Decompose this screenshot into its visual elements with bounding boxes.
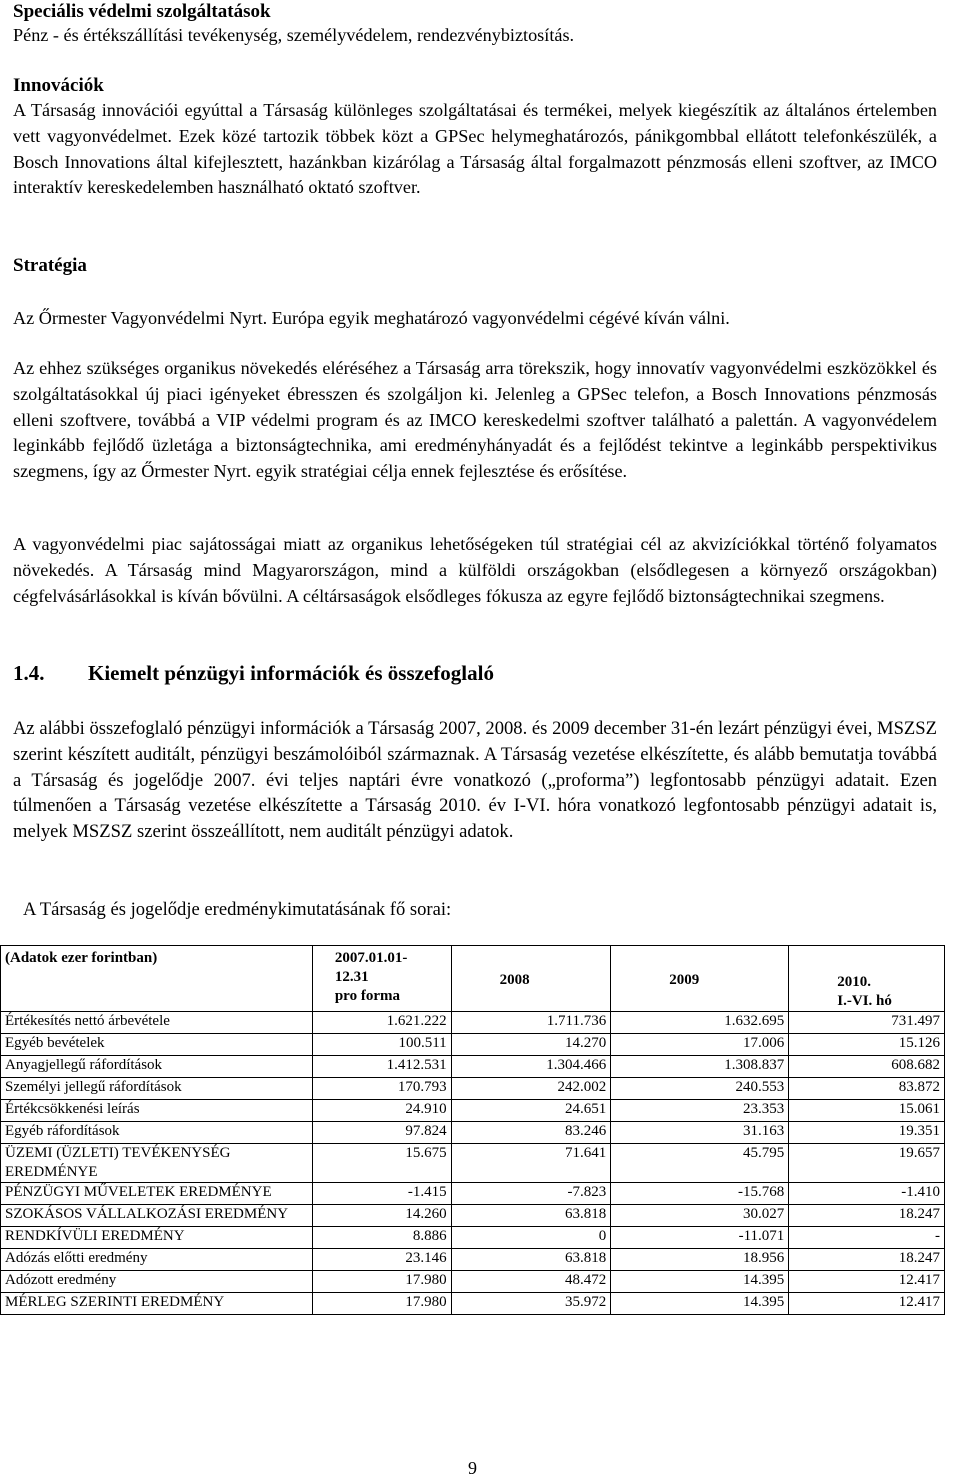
value-cell: 83.246 xyxy=(451,1122,611,1144)
row-label: MÉRLEG SZERINTI EREDMÉNY xyxy=(1,1293,313,1315)
value-cell: 18.247 xyxy=(789,1249,945,1271)
strategy-paragraph-1: Az ehhez szükséges organikus növekedés eléréséhez a Társaság arra törekszik, hogy innovatív vagyonvédelmi eszközökkel és szolgáltatásokkal új piaci igényeket ébresszen és szolgáljon ki. Jelenleg a GPSec telefon, a Bosch Innovations pénzmosás elleni szoftvere, továbbá a VIP védelmi program és az IMCO kereskedelmi szoftver található a palettán. A vagyonvédelem leginkább fejlődő üzletága a biztonságtechnika, ami eredményhányadát és a fejlődést tekintve a leginkább perspektivikus szegmens, így az Őrmester Nyrt. egyik stratégiai célja ennek fejlesztése és erősítése. xyxy=(13,358,937,482)
row-label: PÉNZÜGYI MŰVELETEK EREDMÉNYE xyxy=(1,1183,313,1205)
value-cell: 31.163 xyxy=(611,1122,789,1144)
value-cell: 100.511 xyxy=(312,1034,451,1056)
row-label: Értékesítés nettó árbevétele xyxy=(1,1012,313,1034)
value-cell: 19.351 xyxy=(789,1122,945,1144)
value-cell: 48.472 xyxy=(451,1271,611,1293)
table-row xyxy=(1,1034,945,1056)
financial-summary-text: Az alábbi összefoglaló pénzügyi információk a Társaság 2007, 2008. és 2009 december 31-én lezárt pénzügyi évei, MSZSZ szerint készített auditált, pénzügyi beszámolóiból származnak. A Társaság vezetése elkészítette, és alább bemutatja továbbá a Társaság és jogelődje 2007. évi teljes naptári évre vonatkozó („proforma”) legfontosabb pénzügyi adatait. Ezen túlmenően a Társaság vezetése elkészítette a Társaság 2010. év I-VI. hóra vonatkozó legfontosabb pénzügyi adatait is, melyek MSZSZ szerint összeállított, nem auditált pénzügyi adatok. xyxy=(13,718,937,843)
section-title-innovations: Innovációk xyxy=(13,75,104,96)
table-row xyxy=(1,1249,945,1271)
value-cell: - xyxy=(789,1227,945,1249)
value-cell: 731.497 xyxy=(789,1012,945,1034)
value-cell: 24.910 xyxy=(312,1100,451,1122)
section-title-special-services: Speciális védelmi szolgáltatások xyxy=(13,1,271,22)
value-cell: 63.818 xyxy=(451,1249,611,1271)
value-cell: 12.417 xyxy=(789,1293,945,1315)
value-cell: 19.657 xyxy=(789,1144,945,1183)
value-cell: 0 xyxy=(451,1227,611,1249)
value-cell: 12.417 xyxy=(789,1271,945,1293)
header-cell: 2008 xyxy=(451,946,611,1012)
row-label: Személyi jellegű ráfordítások xyxy=(1,1078,313,1100)
section-title-strategy: Stratégia xyxy=(13,255,87,276)
table-row xyxy=(1,1100,945,1122)
table-row xyxy=(1,1078,945,1100)
table-row xyxy=(1,1293,945,1315)
value-cell: 17.980 xyxy=(312,1293,451,1315)
income-statement-table xyxy=(0,945,945,1315)
value-cell: 18.956 xyxy=(611,1249,789,1271)
strategy-paragraph-2: A vagyonvédelmi piac sajátosságai miatt az organikus lehetőségeken túl stratégiai cél az akvizíciókkal történő folyamatos növekedés. A Társaság mind Magyarországon, mind a külföldi országokban (elsődlegesen a környező országokban) cégfelvásárlásokkal is kíván bővülni. A céltársaságok elsődleges fókusza az egyre fejlődő biztonságtechnikai szegmens. xyxy=(13,534,937,606)
row-label: SZOKÁSOS VÁLLALKOZÁSI EREDMÉNY xyxy=(1,1205,313,1227)
special-services-text: Pénz - és értékszállítási tevékenység, személyvédelem, rendezvénybiztosítás. xyxy=(13,25,575,45)
value-cell: 24.651 xyxy=(451,1100,611,1122)
value-cell: 14.395 xyxy=(611,1293,789,1315)
row-label: Értékcsökkenési leírás xyxy=(1,1100,313,1122)
value-cell: 17.980 xyxy=(312,1271,451,1293)
strategy-lead-text: Az Őrmester Vagyonvédelmi Nyrt. Európa egyik meghatározó vagyonvédelmi cégévé kíván válni. xyxy=(13,308,730,328)
value-cell: -15.768 xyxy=(611,1183,789,1205)
page-number: 9 xyxy=(468,1458,477,1478)
table-row xyxy=(1,1227,945,1249)
innovations-text: A Társaság innovációi egyúttal a Társaság különleges szolgáltatásai és termékei, melyek kiegészítik az általános értelemben vett vagyonvédelmet. Ezek közé tartozik többek közt a GPSec helymeghatározós, pánikgombbal ellátott telefonkészülék, a Bosch Innovations által kifejlesztett, hazánkban kizárólag a Társaság által forgalmazott pénzmosás elleni szoftver, az IMCO interaktív kereskedelemben használható oktató szoftver. xyxy=(13,100,937,198)
header-cell: (Adatok ezer forintban) xyxy=(1,946,313,1012)
value-cell: 1.711.736 xyxy=(451,1012,611,1034)
value-cell: 23.353 xyxy=(611,1100,789,1122)
row-label: RENDKÍVÜLI EREDMÉNY xyxy=(1,1227,313,1249)
value-cell: 83.872 xyxy=(789,1078,945,1100)
value-cell: 1.621.222 xyxy=(312,1012,451,1034)
value-cell: -11.071 xyxy=(611,1227,789,1249)
value-cell: 71.641 xyxy=(451,1144,611,1183)
value-cell: 23.146 xyxy=(312,1249,451,1271)
value-cell: 15.126 xyxy=(789,1034,945,1056)
table-row xyxy=(1,1205,945,1227)
value-cell: 14.260 xyxy=(312,1205,451,1227)
value-cell: 97.824 xyxy=(312,1122,451,1144)
value-cell: 14.395 xyxy=(611,1271,789,1293)
value-cell: 63.818 xyxy=(451,1205,611,1227)
table-row xyxy=(1,1012,945,1034)
value-cell: 15.061 xyxy=(789,1100,945,1122)
section-heading-financial xyxy=(13,659,494,687)
table-row xyxy=(1,1056,945,1078)
value-cell: 1.632.695 xyxy=(611,1012,789,1034)
row-label: ÜZEMI (ÜZLETI) TEVÉKENYSÉG EREDMÉNYE xyxy=(1,1144,313,1183)
value-cell: -1.410 xyxy=(789,1183,945,1205)
row-label: Anyagjellegű ráfordítások xyxy=(1,1056,313,1078)
value-cell: 17.006 xyxy=(611,1034,789,1056)
row-label: Adózás előtti eredmény xyxy=(1,1249,313,1271)
table-row xyxy=(1,1144,945,1183)
value-cell: -1.415 xyxy=(312,1183,451,1205)
table-row xyxy=(1,1183,945,1205)
row-label: Adózott eredmény xyxy=(1,1271,313,1293)
table-row xyxy=(1,1271,945,1293)
header-cell: 2010. I.-VI. hó xyxy=(789,946,945,1012)
value-cell: -7.823 xyxy=(451,1183,611,1205)
value-cell: 1.412.531 xyxy=(312,1056,451,1078)
header-cell: 2009 xyxy=(611,946,789,1012)
value-cell: 1.304.466 xyxy=(451,1056,611,1078)
value-cell: 240.553 xyxy=(611,1078,789,1100)
value-cell: 1.308.837 xyxy=(611,1056,789,1078)
value-cell: 14.270 xyxy=(451,1034,611,1056)
value-cell: 170.793 xyxy=(312,1078,451,1100)
table-caption: A Társaság és jogelődje eredménykimutatásának fő sorai: xyxy=(23,899,452,920)
value-cell: 18.247 xyxy=(789,1205,945,1227)
table-header-row xyxy=(1,946,945,1012)
value-cell: 8.886 xyxy=(312,1227,451,1249)
value-cell: 608.682 xyxy=(789,1056,945,1078)
section-number: 1.4. xyxy=(13,661,45,685)
header-cell: 2007.01.01- 12.31 pro forma xyxy=(312,946,451,1012)
table-row xyxy=(1,1122,945,1144)
value-cell: 30.027 xyxy=(611,1205,789,1227)
value-cell: 15.675 xyxy=(312,1144,451,1183)
value-cell: 35.972 xyxy=(451,1293,611,1315)
value-cell: 242.002 xyxy=(451,1078,611,1100)
row-label: Egyéb ráfordítások xyxy=(1,1122,313,1144)
row-label: Egyéb bevételek xyxy=(1,1034,313,1056)
section-title-financial: Kiemelt pénzügyi információk és összefoglaló xyxy=(88,661,494,685)
value-cell: 45.795 xyxy=(611,1144,789,1183)
